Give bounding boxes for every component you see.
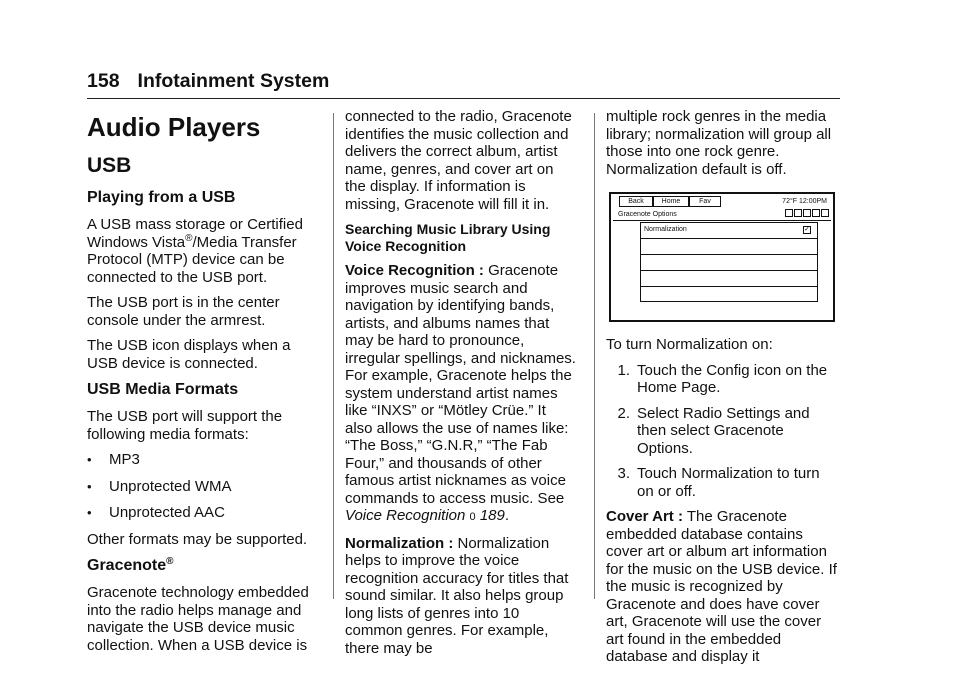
header-rule [87,98,840,99]
paragraph-normalization: Normalization : Normalization helps to improve the voice recognition accuracy for titles that sound similar. It also helps group long lists of genres into 10 common genres. For example, there may be [345,534,569,657]
list-item: • Unprotected AAC [87,504,225,521]
list-item: • MP3 [87,451,140,468]
empty-row [641,239,817,255]
paragraph: The USB port will support the following media formats: [87,408,283,443]
empty-row [641,287,817,303]
back-button: Back [619,196,653,207]
heading-usb: USB [87,154,132,177]
status-icon [794,209,802,217]
status-icon [803,209,811,217]
paragraph: Other formats may be supported. [87,530,308,548]
section-title: Infotainment System [137,70,330,92]
heading-gracenote: Gracenote® [87,556,174,574]
status-icon [785,209,793,217]
normalization-row: Normalization ✓ [641,223,817,239]
options-list [640,222,818,302]
column-1 [87,108,321,662]
column-2 [345,108,577,665]
page-header [87,70,840,93]
page-ref-icon: 0 [469,511,476,523]
steps-list [606,362,840,501]
heading-audio-players: Audio Players [87,112,261,142]
paragraph: To turn Normalization on: [606,336,773,353]
cross-reference-link[interactable]: Voice Recognition [345,507,466,524]
column-3 [606,108,840,674]
status-icon [812,209,820,217]
fav-button: Fav [689,196,721,207]
empty-row [641,271,817,287]
list-item: • Unprotected WMA [87,477,232,495]
status-icons [785,209,829,217]
list-item: 3. Touch Normalization to turn on or off. [617,465,820,500]
list-item: 1. Touch the Config icon on the Home Page. [617,361,828,396]
home-button: Home [653,196,689,207]
heading-searching-music-library: Searching Music Library Using Voice Recognition [345,221,551,254]
page-number: 158 [87,70,120,92]
column-divider [594,113,595,599]
empty-row [641,255,817,271]
status-temp-time: 72°F 12:00PM [782,198,827,205]
checkbox-icon: ✓ [804,226,810,233]
screen-top-bar [613,196,831,208]
column-divider [333,113,334,599]
screen-title: Gracenote Options [618,211,677,218]
paragraph: The USB port is in the center console under the armrest. [87,294,280,329]
heading-playing-from-usb: Playing from a USB [87,189,236,206]
status-icon [821,209,829,217]
divider [613,220,831,221]
gracenote-options-screenshot [609,192,835,322]
list-item: 2. Select Radio Settings and then select Gracenote Options. [617,404,810,457]
paragraph-cover-art: Cover Art : The Gracenote embedded database contains cover art or album art information for the music on the USB device. If the music is recognized by Gracenote and does have cover art, Gracenote will use the cover art found in the embedded database and display it [606,508,837,665]
paragraph: The USB icon displays when a USB device is connected. [87,337,291,372]
paragraph-voice-recognition: Voice Recognition : Gracenote improves music search and navigation by identifying bands, artists, and albums names that may be hard to pronounce, irregular spellings, and nicknames. For example, Gracenote helps the system understand artist names like “INXS” or “Mötley Crüe.” It also allows the use of names like: “The Boss,” “G.N.R,” “The Fab Four,” and thousands of other famous artist nicknames as voice commands to access music. See Voice Recognition 0 189. [345,262,576,524]
paragraph: connected to the radio, Gracenote identifies the music collection and delivers the correct album, artist name, genres, and cover art on the display. If information is missing, Gracenote will fill it in. [345,108,572,213]
paragraph: Gracenote technology embedded into the radio helps manage and navigate the USB device music collection. When a USB device is [87,584,309,654]
paragraph: multiple rock genres in the media library; normalization will group all those into one rock genre. Normalization default is off. [606,108,832,178]
paragraph: A USB mass storage or Certified Windows Vista®/Media Transfer Protocol (MTP) device can be connected to the USB port. [87,216,303,286]
heading-usb-media-formats: USB Media Formats [87,381,239,398]
